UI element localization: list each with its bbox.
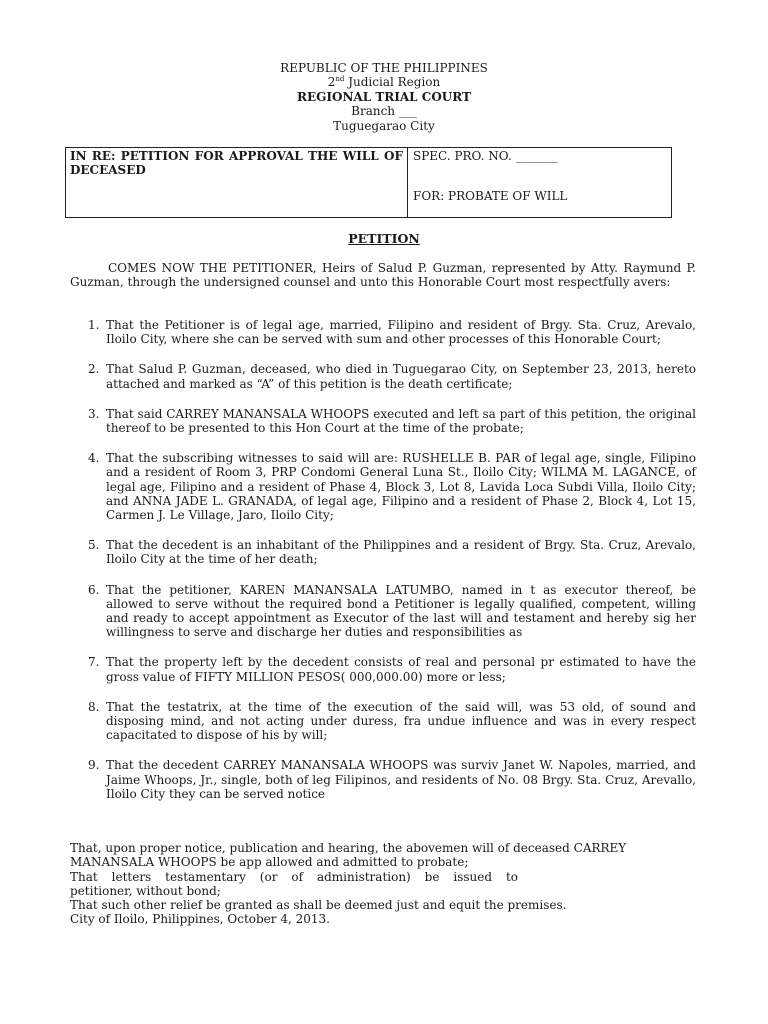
allegation-item [88,700,696,743]
allegations-list [88,318,696,801]
allegation-text: That the Petitioner is of legal age, married, Filipino and resident of Brgy. Sta. Cruz, Arevalo, Iloilo City, where she can be served with sum and other processes of this Honorable Court; [106,318,696,347]
court-header [0,61,768,133]
allegation-number: 5. [88,538,100,553]
case-number-cell [408,148,671,217]
allegation-text: That the property left by the decedent consists of real and personal pr estimated to have the gross value of FIFTY MILLION PESOS( 000,000.00) more or less; [106,655,696,684]
allegation-item [88,538,696,566]
allegation-text: That said CARREY MANANSALA WHOOPS executed and left sa part of this petition, the original thereof to be presented to this Hon Court at the time of the probate; [106,406,696,436]
region-ordinal: nd [335,75,345,84]
allegation-number: 7. [88,655,100,670]
case-caption-table [65,147,672,218]
probate-label: FOR: PROBATE OF WILL [413,189,568,203]
allegation-number: 8. [88,699,100,714]
allegation-item [88,318,696,346]
allegation-number: 2. [88,362,100,377]
allegation-text: That Salud P. Guzman, deceased, who died in Tuguegarao City, on September 23, 2013, hereto attached and marked as “A” of this petition is the death certificate; [106,362,696,391]
case-title-cell: IN RE: PETITION FOR APPROVAL THE WILL OF DECEASED [66,148,408,217]
allegation-number: 1. [88,318,100,332]
allegation-number: 9. [88,758,100,773]
branch-line: Branch ___ [351,104,417,119]
prayer-paragraph-3: That such other relief be granted as shall be deemed just and equit the premises. [70,898,567,913]
republic-line: REPUBLIC OF THE PHILIPPINES [280,61,488,75]
court-city: Tuguegarao City [333,118,435,133]
allegation-text: That the subscribing witnesses to said will are: RUSHELLE B. PAR of legal age, single, Filipino and a resident of Room 3, PRP Condomi General Luna St., Iloilo City; WILMA M. LAGANCE, of legal age, Filipino and a resident of Phase 4, Block 3, Lot 8, Lavida Loca Subdi Villa, Iloilo City; and ANNA JADE L. GRANADA, of legal age, Filipino and a resident of Phase 2, Block 4, Lot 15, Carmen J. Le Village, Jaro, Iloilo City; [106,451,696,523]
allegation-text: That the petitioner, KAREN MANANSALA LATUMBO, named in t as executor thereof, be allowed to serve without the required bond a Petitioner is legally qualified, competent, willing and ready to accept appointment as Executor of the last will and testament and hereby sig her willingness to serve and discharge her duties and responsibilities as [106,582,696,640]
allegation-item [88,362,696,390]
allegation-number: 6. [88,582,100,597]
allegation-text: That the decedent is an inhabitant of the Philippines and a resident of Brgy. Sta. Cruz, Arevalo, Iloilo City at the time of her death; [106,538,696,567]
judicial-region-line [0,75,768,89]
prayer-paragraph-2: That letters testamentary (or of administration) be issued to [70,869,518,884]
region-text: Judicial Region [344,75,441,90]
place-and-date: City of Iloilo, Philippines, October 4, 2013. [70,912,330,927]
allegation-text: That the testatrix, at the time of the execution of the said will, was 53 old, of sound and disposing mind, and not acting under duress, fra undue influence and was in every respect capacitated to dispose of his by will; [106,699,696,743]
allegation-text: That the decedent CARREY MANANSALA WHOOPS was surviv Janet W. Napoles, married, and Jaime Whoops, Jr., single, both of leg Filipinos, and residents of No. 08 Brgy. Sta. Cruz, Arevallo, Iloilo City they can be served notice [106,758,696,801]
region-number: 2 [327,75,336,90]
prayer-paragraph-2-cont: petitioner, without bond; [70,883,221,898]
allegation-item [88,583,696,640]
intro-paragraph: COMES NOW THE PETITIONER, Heirs of Salud P. Guzman, represented by Atty. Raymund P. Guzman, through the undersigned counsel and unto this Honorable Court most respectfully avers: [70,261,696,290]
court-name: REGIONAL TRIAL COURT [297,89,471,104]
spec-pro-number: SPEC. PRO. NO. _______ [413,149,558,163]
prayer-section [70,841,696,927]
allegation-item [88,407,696,435]
prayer-paragraph-1: That, upon proper notice, publication and hearing, the abovemen will of deceased CARREY MANANSALA WHOOPS be app allowed and admitted to probate; [70,841,627,870]
allegation-item [88,655,696,683]
allegation-item [88,451,696,522]
allegation-number: 3. [88,406,100,421]
allegation-item [88,758,696,801]
allegation-number: 4. [88,451,100,466]
document-title: PETITION [348,231,420,246]
